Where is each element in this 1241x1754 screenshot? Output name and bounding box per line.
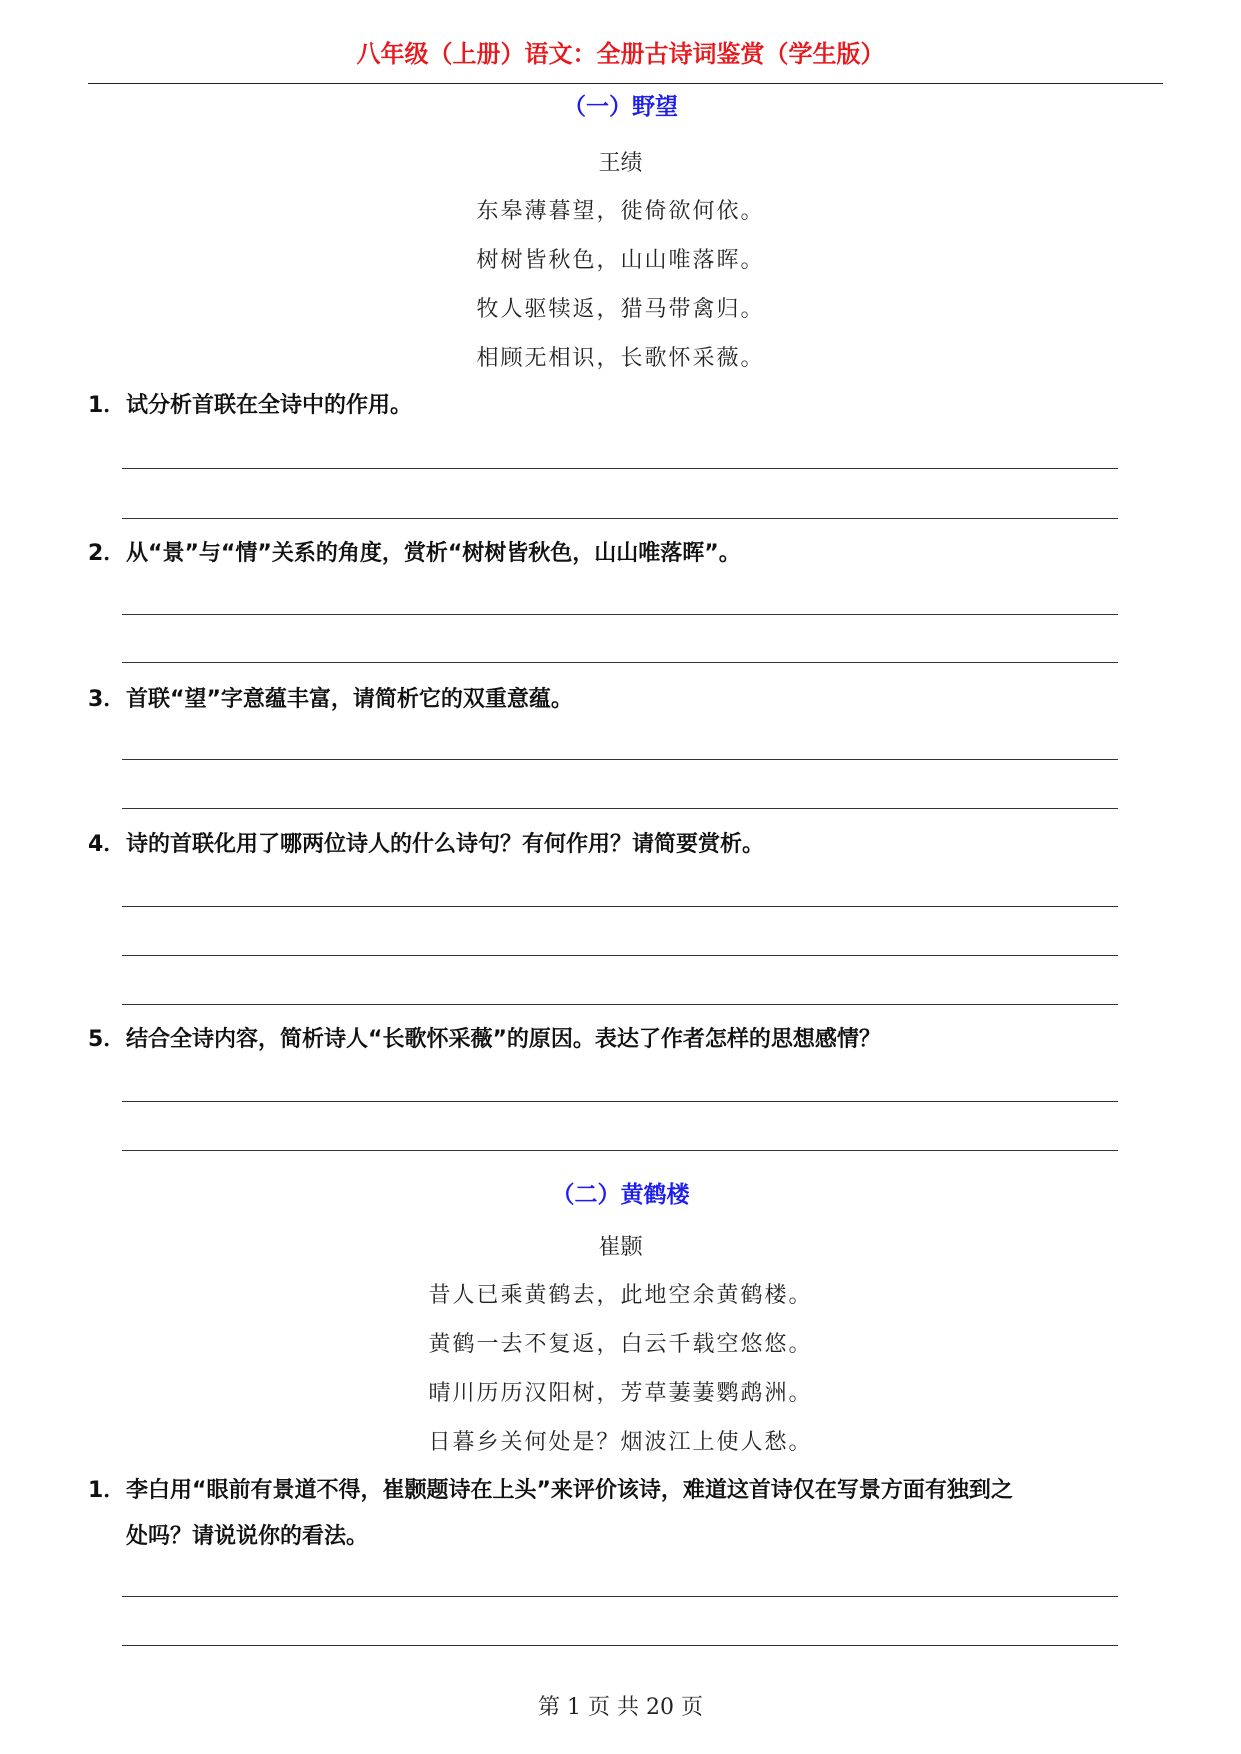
question-number: 3． — [88, 687, 126, 712]
answer-line[interactable] — [122, 955, 1118, 956]
answer-line[interactable] — [122, 468, 1118, 469]
question-number: 5． — [88, 1027, 126, 1052]
verse-line: 牧人驱犊返，猎马带禽归。 — [476, 297, 765, 322]
poem-author: 崔颢 — [598, 1235, 643, 1260]
answer-line[interactable] — [122, 1596, 1118, 1597]
question-text: 结合全诗内容，简析诗人“长歌怀采薇”的原因。表达了作者怎样的思想感情？ — [126, 1027, 881, 1052]
question-text: 从“景”与“情”关系的角度，赏析“树树皆秋色，山山唯落晖”。 — [126, 541, 741, 566]
verse-line: 树树皆秋色，山山唯落晖。 — [476, 248, 765, 273]
poem-title: （一）野望 — [563, 94, 678, 120]
answer-line[interactable] — [122, 662, 1118, 663]
question-number: 4． — [88, 832, 126, 857]
question-number: 2． — [88, 541, 126, 566]
question-text: 首联“望”字意蕴丰富，请简析它的双重意蕴。 — [126, 687, 573, 712]
verse-line: 晴川历历汉阳树，芳草萋萋鹦鹉洲。 — [428, 1381, 813, 1406]
page-number: 第 1 页 共 20 页 — [538, 1695, 703, 1720]
verse-line: 日暮乡关何处是？烟波江上使人愁。 — [428, 1430, 813, 1455]
header-divider — [88, 83, 1163, 84]
answer-line[interactable] — [122, 759, 1118, 760]
answer-line[interactable] — [122, 808, 1118, 809]
question — [88, 383, 1168, 429]
answer-line[interactable] — [122, 1101, 1118, 1102]
question-text-continued: 处吗？请说说你的看法。 — [126, 1524, 369, 1549]
question-text: 试分析首联在全诗中的作用。 — [126, 393, 413, 418]
answer-line[interactable] — [122, 1150, 1118, 1151]
question-text: 李白用“眼前有景道不得，崔颢题诗在上头”来评价该诗，难道这首诗仅在写景方面有独到之 — [126, 1478, 1013, 1503]
verse-line: 东皋薄暮望，徙倚欲何依。 — [476, 199, 765, 224]
poem-title: （二）黄鹤楼 — [551, 1182, 690, 1208]
answer-line[interactable] — [122, 614, 1118, 615]
question — [88, 677, 1168, 723]
verse-line: 黄鹤一去不复返，白云千载空悠悠。 — [428, 1332, 813, 1357]
question-number: 1． — [88, 393, 126, 418]
poem-author: 王绩 — [598, 151, 643, 176]
question — [88, 531, 1168, 577]
question-number: 1． — [88, 1478, 126, 1503]
answer-line[interactable] — [122, 518, 1118, 519]
verse-line: 昔人已乘黄鹤去，此地空余黄鹤楼。 — [428, 1283, 813, 1308]
answer-line[interactable] — [122, 1645, 1118, 1646]
question — [88, 822, 1168, 868]
answer-line[interactable] — [122, 1004, 1118, 1005]
answer-line[interactable] — [122, 906, 1118, 907]
question-text: 诗的首联化用了哪两位诗人的什么诗句？有何作用？请简要赏析。 — [126, 832, 765, 857]
question — [88, 1017, 1168, 1063]
document-header: 八年级（上册）语文：全册古诗词鉴赏（学生版） — [356, 40, 885, 68]
verse-line: 相顾无相识，长歌怀采薇。 — [476, 346, 765, 371]
question — [88, 1468, 1168, 1560]
